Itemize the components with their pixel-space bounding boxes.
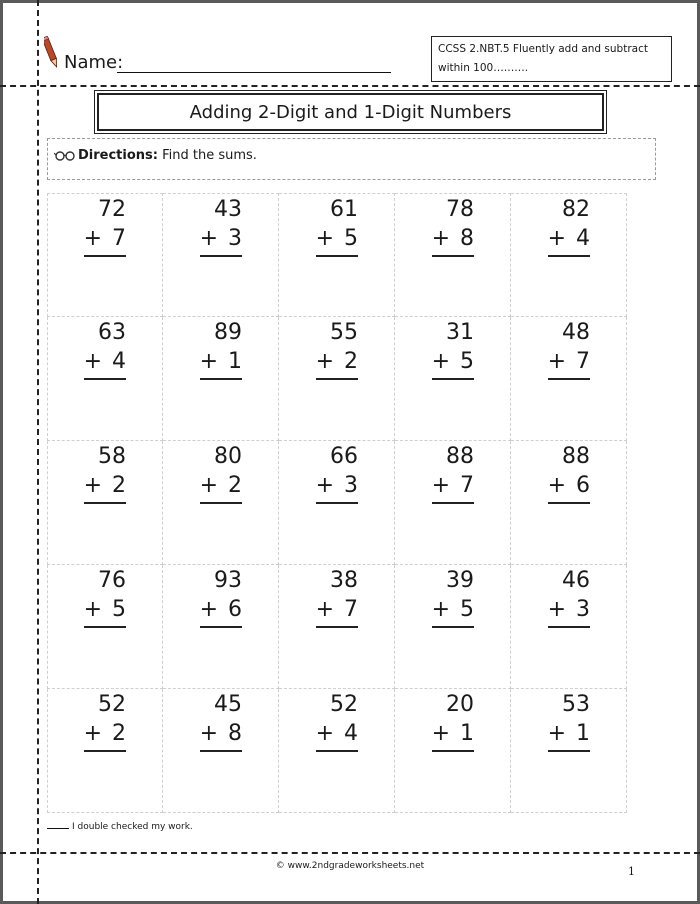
plus-sign: + (431, 597, 450, 622)
addend-top: 72 (98, 197, 126, 222)
problem-cell[interactable] (163, 565, 279, 689)
addend-bottom: 5 (344, 226, 358, 251)
addend-bottom: 4 (112, 349, 126, 374)
addend-top: 31 (446, 320, 474, 345)
problem-cell[interactable] (163, 193, 279, 317)
addition-problem (84, 566, 126, 628)
problem-cell[interactable] (395, 193, 511, 317)
self-check-text: I double checked my work. (72, 822, 193, 832)
addend-bottom: 2 (344, 349, 358, 374)
addend-bottom-row (84, 595, 126, 628)
addend-bottom: 7 (344, 597, 358, 622)
problem-cell[interactable] (395, 689, 511, 813)
plus-sign: + (199, 226, 218, 251)
addend-bottom: 1 (460, 721, 474, 746)
addend-top: 38 (330, 568, 358, 593)
directions-box (47, 138, 656, 180)
addend-bottom-row (200, 347, 242, 380)
glasses-icon (54, 150, 76, 162)
addend-bottom: 6 (576, 473, 590, 498)
addition-problem (548, 318, 590, 380)
plus-sign: + (83, 597, 102, 622)
addend-top: 80 (214, 444, 242, 469)
plus-sign: + (315, 226, 334, 251)
problem-cell[interactable] (279, 689, 395, 813)
problem-cell[interactable] (279, 317, 395, 441)
addend-top: 88 (562, 444, 590, 469)
addend-top: 61 (330, 197, 358, 222)
problem-cell[interactable] (163, 441, 279, 565)
addend-bottom: 3 (344, 473, 358, 498)
plus-sign: + (547, 473, 566, 498)
self-check (47, 822, 193, 832)
addition-problem (84, 318, 126, 380)
addend-top: 88 (446, 444, 474, 469)
addition-problem (432, 442, 474, 504)
plus-sign: + (431, 226, 450, 251)
problem-cell[interactable] (395, 317, 511, 441)
addend-top: 63 (98, 320, 126, 345)
addend-bottom: 1 (576, 721, 590, 746)
addend-top: 48 (562, 320, 590, 345)
addend-bottom: 7 (112, 226, 126, 251)
addend-bottom-row (316, 224, 358, 257)
addend-bottom-row (548, 347, 590, 380)
directions-label: Directions: (78, 148, 158, 163)
addition-problem (316, 442, 358, 504)
plus-sign: + (199, 473, 218, 498)
addend-top: 89 (214, 320, 242, 345)
problem-cell[interactable] (511, 441, 627, 565)
plus-sign: + (547, 721, 566, 746)
addition-problem (200, 690, 242, 752)
plus-sign: + (83, 473, 102, 498)
directions-text: Find the sums. (162, 148, 257, 163)
cut-line-bottom (0, 852, 700, 854)
addend-bottom-row (316, 471, 358, 504)
addend-bottom-row (432, 719, 474, 752)
problem-cell[interactable] (47, 565, 163, 689)
problem-cell[interactable] (511, 565, 627, 689)
addend-bottom: 2 (112, 473, 126, 498)
problem-cell[interactable] (395, 441, 511, 565)
addend-bottom: 3 (576, 597, 590, 622)
addition-problem (84, 442, 126, 504)
addend-bottom-row (316, 347, 358, 380)
standard-box: CCSS 2.NBT.5 Fluently add and subtract within 100………. (431, 36, 672, 82)
problem-cell[interactable] (47, 689, 163, 813)
problem-cell[interactable] (511, 689, 627, 813)
plus-sign: + (431, 473, 450, 498)
addend-top: 82 (562, 197, 590, 222)
addend-bottom-row (84, 224, 126, 257)
addend-bottom-row (84, 347, 126, 380)
addend-bottom: 7 (460, 473, 474, 498)
title-box (94, 90, 607, 134)
addend-bottom: 7 (576, 349, 590, 374)
addend-bottom-row (432, 224, 474, 257)
problem-cell[interactable] (511, 317, 627, 441)
addition-problem (548, 566, 590, 628)
check-blank[interactable] (47, 828, 69, 829)
addend-bottom-row (432, 471, 474, 504)
addend-bottom: 3 (228, 226, 242, 251)
addend-bottom: 5 (460, 597, 474, 622)
addition-problem (432, 195, 474, 257)
plus-sign: + (315, 721, 334, 746)
addend-top: 52 (330, 692, 358, 717)
addend-bottom: 5 (460, 349, 474, 374)
addend-top: 55 (330, 320, 358, 345)
addend-bottom-row (548, 719, 590, 752)
addend-bottom-row (200, 595, 242, 628)
problem-cell[interactable] (395, 565, 511, 689)
addend-top: 93 (214, 568, 242, 593)
plus-sign: + (547, 597, 566, 622)
addition-problem (200, 566, 242, 628)
addend-bottom: 1 (228, 349, 242, 374)
name-label: Name: (64, 52, 124, 73)
pencil-icon (44, 36, 58, 70)
problem-cell[interactable] (279, 441, 395, 565)
addition-problem (548, 195, 590, 257)
plus-sign: + (315, 349, 334, 374)
addend-top: 20 (446, 692, 474, 717)
addition-problem (84, 195, 126, 257)
problem-cell[interactable] (279, 565, 395, 689)
cut-line-top (0, 85, 700, 87)
addend-top: 46 (562, 568, 590, 593)
addend-bottom: 2 (112, 721, 126, 746)
problem-cell[interactable] (279, 193, 395, 317)
plus-sign: + (431, 721, 450, 746)
addend-top: 78 (446, 197, 474, 222)
addition-problem (200, 442, 242, 504)
addend-top: 58 (98, 444, 126, 469)
addition-problem (432, 318, 474, 380)
addend-top: 39 (446, 568, 474, 593)
addend-bottom: 6 (228, 597, 242, 622)
worksheet-title: Adding 2-Digit and 1-Digit Numbers (97, 93, 604, 131)
addend-bottom-row (432, 347, 474, 380)
plus-sign: + (199, 721, 218, 746)
problem-grid (47, 193, 627, 813)
plus-sign: + (547, 349, 566, 374)
addend-bottom-row (84, 471, 126, 504)
addend-bottom: 5 (112, 597, 126, 622)
plus-sign: + (431, 349, 450, 374)
addend-top: 52 (98, 692, 126, 717)
problem-cell[interactable] (47, 193, 163, 317)
addend-bottom-row (84, 719, 126, 752)
addend-bottom-row (548, 224, 590, 257)
problem-cell[interactable] (511, 193, 627, 317)
addend-top: 53 (562, 692, 590, 717)
page-number: 1 (628, 865, 635, 878)
addition-problem (432, 690, 474, 752)
problem-cell[interactable] (163, 317, 279, 441)
addend-bottom-row (316, 719, 358, 752)
addend-bottom: 4 (576, 226, 590, 251)
addend-bottom-row (200, 471, 242, 504)
addend-top: 45 (214, 692, 242, 717)
addition-problem (316, 195, 358, 257)
plus-sign: + (199, 597, 218, 622)
plus-sign: + (547, 226, 566, 251)
addition-problem (316, 318, 358, 380)
addend-top: 43 (214, 197, 242, 222)
addition-problem (432, 566, 474, 628)
addition-problem (548, 442, 590, 504)
addend-bottom-row (432, 595, 474, 628)
plus-sign: + (83, 226, 102, 251)
plus-sign: + (83, 349, 102, 374)
addend-top: 76 (98, 568, 126, 593)
problem-cell[interactable] (47, 317, 163, 441)
addend-bottom-row (200, 224, 242, 257)
addend-top: 66 (330, 444, 358, 469)
addend-bottom: 4 (344, 721, 358, 746)
plus-sign: + (83, 721, 102, 746)
plus-sign: + (315, 597, 334, 622)
addend-bottom: 8 (228, 721, 242, 746)
addend-bottom: 2 (228, 473, 242, 498)
addend-bottom-row (548, 595, 590, 628)
problem-cell[interactable] (47, 441, 163, 565)
cut-line-vertical (37, 0, 39, 904)
copyright-footer: © www.2ndgradeworksheets.net (275, 861, 425, 871)
problem-cell[interactable] (163, 689, 279, 813)
addend-bottom-row (316, 595, 358, 628)
addition-problem (200, 318, 242, 380)
addition-problem (200, 195, 242, 257)
addend-bottom: 8 (460, 226, 474, 251)
addend-bottom-row (548, 471, 590, 504)
addition-problem (316, 566, 358, 628)
addition-problem (548, 690, 590, 752)
addend-bottom-row (200, 719, 242, 752)
plus-sign: + (199, 349, 218, 374)
name-field-line[interactable] (117, 72, 391, 73)
addition-problem (316, 690, 358, 752)
plus-sign: + (315, 473, 334, 498)
addition-problem (84, 690, 126, 752)
